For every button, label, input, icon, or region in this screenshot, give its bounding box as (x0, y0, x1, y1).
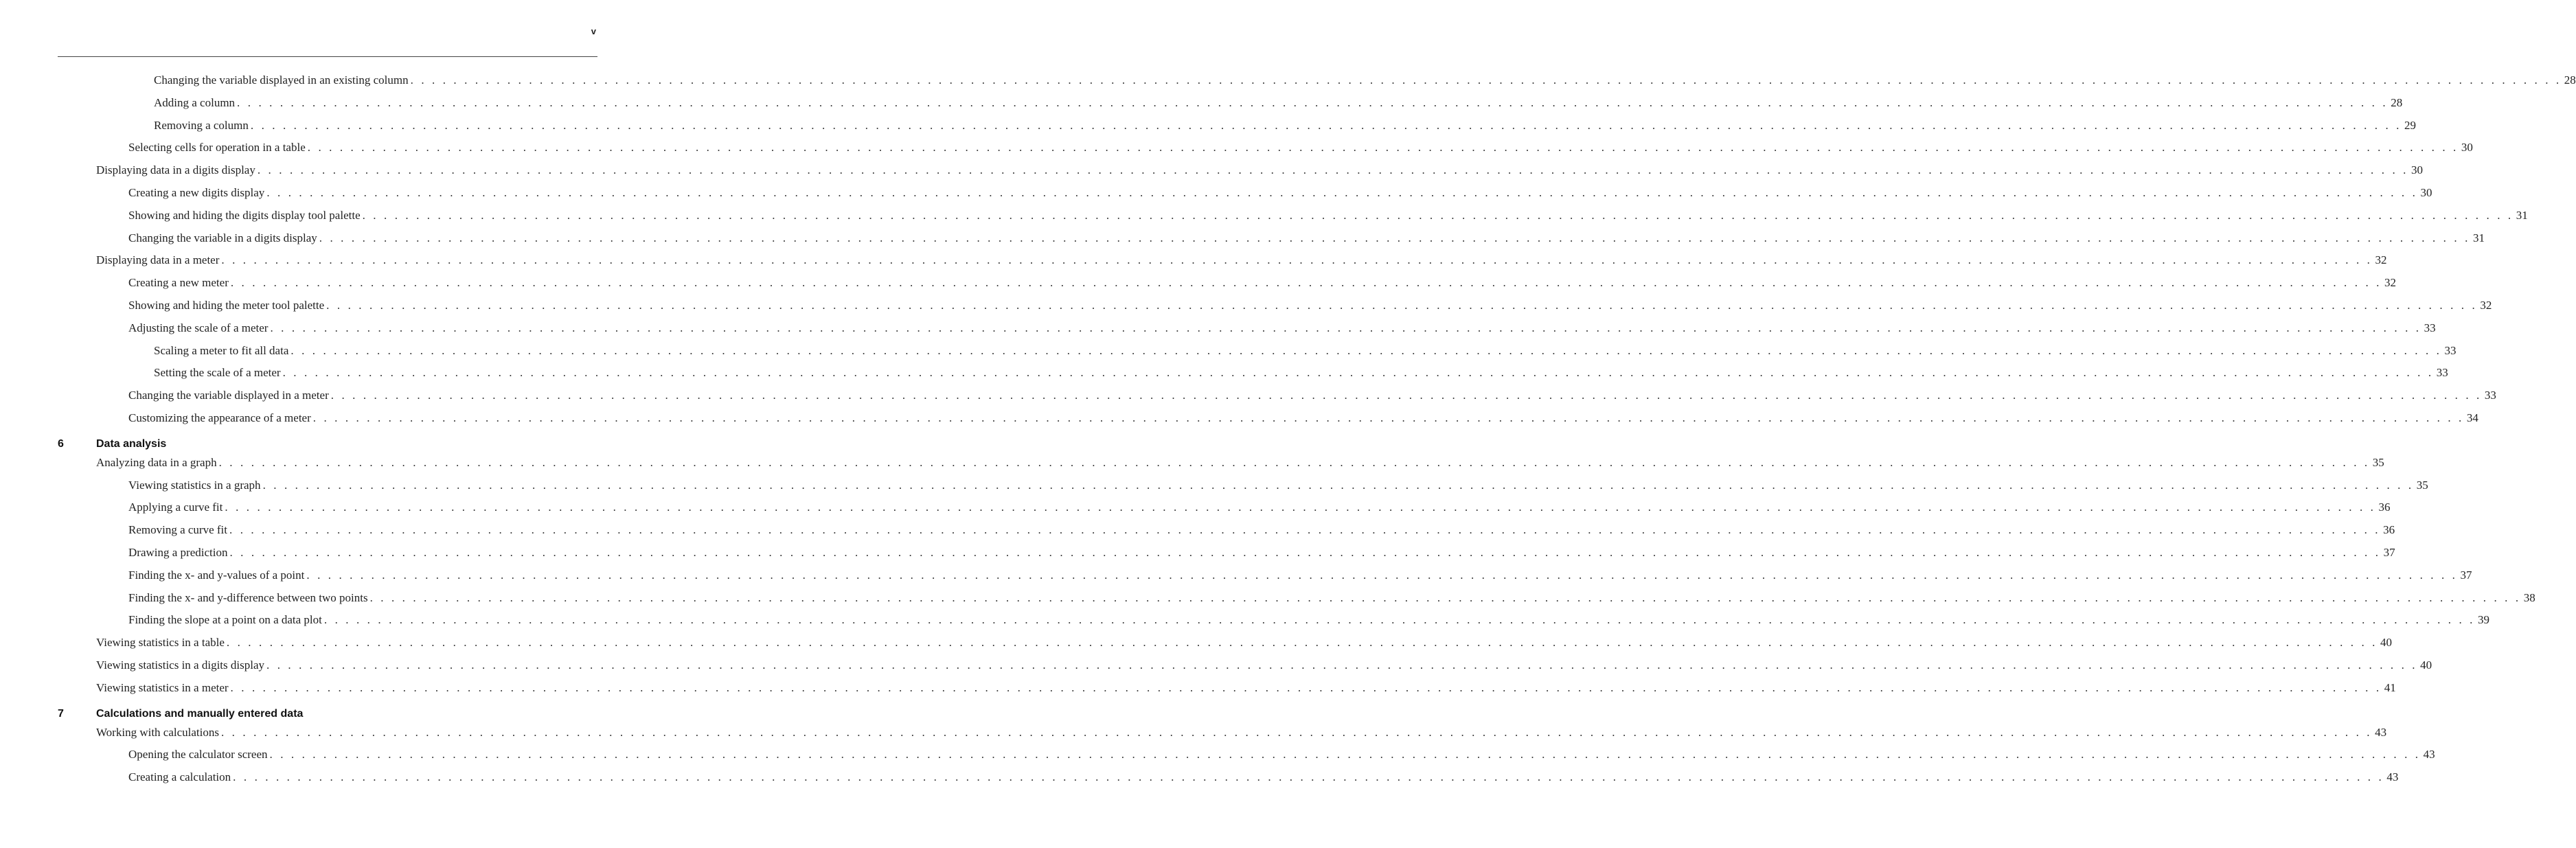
dot-leader: . . . . . . . . . . . . . . . . . . . . . . . . . . . . . . . . . . . . . . . . . . . . . . . . . . . . . . . . . . . . . . . . . . . . . . . . . . . . . . . . . . . . . . . . . . . . . . . . . . . . . . . . . . . . . . . . . . . . . . . . . . . . . . . . . . . . . . . . . . . . . . . . . . . . . . . . . . . . . . . . . . . . . . . . . . . . . . . . . . . . . . . . . . . . . . . . . . . . . . . . (306, 568, 2458, 582)
dot-leader: . . . . . . . . . . . . . . . . . . . . . . . . . . . . . . . . . . . . . . . . . . . . . . . . . . . . . . . . . . . . . . . . . . . . . . . . . . . . . . . . . . . . . . . . . . . . . . . . . . . . . . . . . . . . . . . . . . . . . . . . . . . . . . . . . . . . . . . . . . . . . . . . . . . . . . . . . . . . . . . . . . . . . . . . . . . . . . . . . . . . . . . . . . . . . . . . . . . . . . . . (229, 523, 2381, 537)
toc-entry[interactable] (58, 452, 2384, 474)
toc-entry-page: 30 (2411, 163, 2423, 177)
toc-entry-title: Applying a curve fit (128, 501, 223, 514)
chapter-heading (58, 707, 597, 722)
toc-entry-page: 34 (2466, 411, 2478, 424)
toc-entry[interactable] (58, 542, 2395, 564)
toc-entry[interactable] (58, 205, 2528, 227)
dot-leader: . . . . . . . . . . . . . . . . . . . . . . . . . . . . . . . . . . . . . . . . . . . . . . . . . . . . . . . . . . . . . . . . . . . . . . . . . . . . . . . . . . . . . . . . . . . . . . . . . . . . . . . . . . . . . . . . . . . . . . . . . . . . . . . . . . . . . . . . . . . . . . . . . . . . . . . . . . . . . . . . . . . . . . . . . . . . . . . . . . . . . . . . . . . . . . . . . . . . . . . . (230, 276, 2382, 290)
dot-leader: . . . . . . . . . . . . . . . . . . . . . . . . . . . . . . . . . . . . . . . . . . . . . . . . . . . . . . . . . . . . . . . . . . . . . . . . . . . . . . . . . . . . . . . . . . . . . . . . . . . . . . . . . . . . . . . . . . . . . . . . . . . . . . . . . . . . . . . . . . . . . . . . . . . . . . . . . . . . . . . . . . . . . . . . . . . . . . . . . . . . . . . . . . . . . . . . . . . . . . . . (233, 770, 2384, 784)
dot-leader: . . . . . . . . . . . . . . . . . . . . . . . . . . . . . . . . . . . . . . . . . . . . . . . . . . . . . . . . . . . . . . . . . . . . . . . . . . . . . . . . . . . . . . . . . . . . . . . . . . . . . . . . . . . . . . . . . . . . . . . . . . . . . . . . . . . . . . . . . . . . . . . . . . . . . . . . . . . . . . . . . . . . . . . . . . . . . . . . . . . . . . . . . . . . . . . . . . . . . . . . (257, 163, 2408, 177)
toc-entry-title: Adjusting the scale of a meter (128, 321, 269, 334)
toc-entry-page: 43 (2375, 725, 2387, 739)
toc-entry-page: 31 (2472, 231, 2485, 244)
table-of-contents (58, 69, 2576, 789)
toc-entry[interactable] (58, 159, 2423, 182)
header-rule (58, 56, 597, 57)
toc-entry-page: 33 (2436, 366, 2448, 380)
dot-leader: . . . . . . . . . . . . . . . . . . . . . . . . . . . . . . . . . . . . . . . . . . . . . . . . . . . . . . . . . . . . . . . . . . . . . . . . . . . . . . . . . . . . . . . . . . . . . . . . . . . . . . . . . . . . . . . . . . . . . . . . . . . . . . . . . . . . . . . . . . . . . . . . . . . . . . . . . . . . . . . . . . . . . . . . . . . . . . . . . . . . . . . . . . . . . . . . . . . . . . . . (229, 545, 2381, 559)
toc-entry[interactable] (58, 722, 2387, 744)
toc-entry-page: 32 (2375, 253, 2387, 267)
dot-leader: . . . . . . . . . . . . . . . . . . . . . . . . . . . . . . . . . . . . . . . . . . . . . . . . . . . . . . . . . . . . . . . . . . . . . . . . . . . . . . . . . . . . . . . . . . . . . . . . . . . . . . . . . . . . . . . . . . . . . . . . . . . . . . . . . . . . . . . . . . . . . . . . . . . . . . . . . . . . . . . . . . . . . . . . . . . . . . . . . . . . . . . . . . . . . . . . . . . . . . . . (369, 591, 2521, 604)
toc-entry[interactable] (58, 227, 2485, 250)
toc-entry-title: Finding the x- and y-values of a point (128, 568, 305, 582)
dot-leader: . . . . . . . . . . . . . . . . . . . . . . . . . . . . . . . . . . . . . . . . . . . . . . . . . . . . . . . . . . . . . . . . . . . . . . . . . . . . . . . . . . . . . . . . . . . . . . . . . . . . . . . . . . . . . . . . . . . . . . . . . . . . . . . . . . . . . . . . . . . . . . . . . . . . . . . . . . . . . . . . . . . . . . . . . . . . . . . . . . . . . . . . . . . . . . . . . . . . . . . . (266, 185, 2418, 199)
toc-entry[interactable] (58, 340, 2457, 363)
dot-leader: . . . . . . . . . . . . . . . . . . . . . . . . . . . . . . . . . . . . . . . . . . . . . . . . . . . . . . . . . . . . . . . . . . . . . . . . . . . . . . . . . . . . . . . . . . . . . . . . . . . . . . . . . . . . . . . . . . . . . . . . . . . . . . . . . . . . . . . . . . . . . . . . . . . . . . . . . . . . . . . . . . . . . . . . . . . . . . . . . . . . . . . . . . . . . . . . . . . . . . . . (218, 455, 2370, 469)
toc-entry[interactable] (58, 115, 2417, 137)
toc-entry-title: Customizing the appearance of a meter (128, 411, 311, 424)
chapter-title: Data analysis (96, 437, 167, 450)
toc-entry[interactable] (58, 317, 2436, 340)
toc-entry-page: 28 (2391, 95, 2403, 109)
toc-entry-title: Selecting cells for operation in a table (128, 141, 306, 154)
toc-entry-title: Creating a new meter (128, 276, 229, 290)
dot-leader: . . . . . . . . . . . . . . . . . . . . . . . . . . . . . . . . . . . . . . . . . . . . . . . . . . . . . . . . . . . . . . . . . . . . . . . . . . . . . . . . . . . . . . . . . . . . . . . . . . . . . . . . . . . . . . . . . . . . . . . . . . . . . . . . . . . . . . . . . . . . . . . . . . . . . . . . . . . . . . . . . . . . . . . . . . . . . . . . . . . . . . . . . . . . . . . . . . . . . . . . (330, 389, 2482, 402)
toc-entry[interactable] (58, 632, 2393, 654)
toc-entry-title: Viewing statistics in a graph (128, 478, 261, 492)
dot-leader: . . . . . . . . . . . . . . . . . . . . . . . . . . . . . . . . . . . . . . . . . . . . . . . . . . . . . . . . . . . . . . . . . . . . . . . . . . . . . . . . . . . . . . . . . . . . . . . . . . . . . . . . . . . . . . . . . . . . . . . . . . . . . . . . . . . . . . . . . . . . . . . . . . . . . . . . . . . . . . . . . . . . . . . . . . . . . . . . . . . . . . . . . . . . . . . . . . . . . . . . (307, 141, 2459, 154)
toc-entry[interactable] (58, 295, 2492, 317)
toc-entry[interactable] (58, 362, 2448, 385)
toc-entry[interactable] (58, 496, 2391, 519)
toc-entry-title: Removing a column (154, 118, 249, 132)
toc-entry-page: 40 (2380, 636, 2393, 650)
toc-entry[interactable] (58, 519, 2395, 542)
toc-entry-page: 39 (2478, 613, 2490, 627)
dot-leader: . . . . . . . . . . . . . . . . . . . . . . . . . . . . . . . . . . . . . . . . . . . . . . . . . . . . . . . . . . . . . . . . . . . . . . . . . . . . . . . . . . . . . . . . . . . . . . . . . . . . . . . . . . . . . . . . . . . . . . . . . . . . . . . . . . . . . . . . . . . . . . . . . . . . . . . . . . . . . . . . . . . . . . . . . . . . . . . . . . . . . . . . . . . . . . . . . . . . . . . . (362, 208, 2514, 222)
chapter-heading (58, 437, 597, 452)
page-number: v (591, 26, 596, 36)
toc-entry-title: Creating a new digits display (128, 185, 265, 199)
toc-entry-page: 35 (2372, 455, 2384, 469)
toc-entry-page: 37 (2460, 568, 2472, 582)
dot-leader: . . . . . . . . . . . . . . . . . . . . . . . . . . . . . . . . . . . . . . . . . . . . . . . . . . . . . . . . . . . . . . . . . . . . . . . . . . . . . . . . . . . . . . . . . . . . . . . . . . . . . . . . . . . . . . . . . . . . . . . . . . . . . . . . . . . . . . . . . . . . . . . . . . . . . . . . . . . . . . . . . . . . . . . . . . . . . . . . . . . . . . . . . . . . . . . . . . . . . . . . (410, 73, 2562, 87)
toc-entry-title: Drawing a prediction (128, 545, 228, 559)
toc-entry-page: 36 (2383, 523, 2395, 537)
dot-leader: . . . . . . . . . . . . . . . . . . . . . . . . . . . . . . . . . . . . . . . . . . . . . . . . . . . . . . . . . . . . . . . . . . . . . . . . . . . . . . . . . . . . . . . . . . . . . . . . . . . . . . . . . . . . . . . . . . . . . . . . . . . . . . . . . . . . . . . . . . . . . . . . . . . . . . . . . . . . . . . . . . . . . . . . . . . . . . . . . . . . . . . . . . . . . . . . . . . . . . . . (326, 298, 2478, 312)
toc-entry-title: Removing a curve fit (128, 523, 227, 537)
toc-entry[interactable] (58, 249, 2387, 272)
dot-leader: . . . . . . . . . . . . . . . . . . . . . . . . . . . . . . . . . . . . . . . . . . . . . . . . . . . . . . . . . . . . . . . . . . . . . . . . . . . . . . . . . . . . . . . . . . . . . . . . . . . . . . . . . . . . . . . . . . . . . . . . . . . . . . . . . . . . . . . . . . . . . . . . . . . . . . . . . . . . . . . . . . . . . . . . . . . . . . . . . . . . . . . . . . . . . . . . . . . . . . . . (225, 501, 2376, 514)
dot-leader: . . . . . . . . . . . . . . . . . . . . . . . . . . . . . . . . . . . . . . . . . . . . . . . . . . . . . . . . . . . . . . . . . . . . . . . . . . . . . . . . . . . . . . . . . . . . . . . . . . . . . . . . . . . . . . . . . . . . . . . . . . . . . . . . . . . . . . . . . . . . . . . . . . . . . . . . . . . . . . . . . . . . . . . . . . . . . . . . . . . . . . . . . . . . . . . . . . . . . . . . (250, 118, 2402, 132)
toc-entry-page: 36 (2378, 501, 2391, 514)
toc-entry-page: 30 (2420, 185, 2432, 199)
toc-entry-page: 43 (2423, 748, 2435, 761)
toc-entry-title: Setting the scale of a meter (154, 366, 281, 380)
toc-entry-title: Displaying data in a meter (96, 253, 220, 267)
toc-entry-page: 37 (2383, 545, 2395, 559)
toc-entry-page: 33 (2444, 343, 2457, 357)
toc-entry-page: 43 (2386, 770, 2399, 784)
toc-entry-title: Changing the variable displayed in a meter (128, 389, 329, 402)
dot-leader: . . . . . . . . . . . . . . . . . . . . . . . . . . . . . . . . . . . . . . . . . . . . . . . . . . . . . . . . . . . . . . . . . . . . . . . . . . . . . . . . . . . . . . . . . . . . . . . . . . . . . . . . . . . . . . . . . . . . . . . . . . . . . . . . . . . . . . . . . . . . . . . . . . . . . . . . . . . . . . . . . . . . . . . . . . . . . . . . . . . . . . . . . . . . . . . . . . . . . . . . (270, 321, 2421, 334)
toc-entry-title: Displaying data in a digits display (96, 163, 255, 177)
toc-entry-title: Finding the x- and y-difference between two points (128, 591, 368, 604)
dot-leader: . . . . . . . . . . . . . . . . . . . . . . . . . . . . . . . . . . . . . . . . . . . . . . . . . . . . . . . . . . . . . . . . . . . . . . . . . . . . . . . . . . . . . . . . . . . . . . . . . . . . . . . . . . . . . . . . . . . . . . . . . . . . . . . . . . . . . . . . . . . . . . . . . . . . . . . . . . . . . . . . . . . . . . . . . . . . . . . . . . . . . . . . . . . . . . . . . . . . . . . . (323, 613, 2476, 627)
toc-entry-title: Changing the variable displayed in an existing column (154, 73, 409, 87)
toc-entry[interactable] (58, 609, 2490, 632)
toc-entry[interactable] (58, 182, 2432, 205)
toc-entry-page: 40 (2420, 658, 2432, 672)
toc-entry[interactable] (58, 587, 2535, 610)
toc-entry[interactable] (58, 272, 2397, 295)
toc-entry-title: Changing the variable in a digits display (128, 231, 317, 244)
toc-entry-page: 35 (2416, 478, 2428, 492)
toc-entry-title: Adding a column (154, 95, 236, 109)
toc-entry-title: Working with calculations (96, 725, 219, 739)
toc-entry[interactable] (58, 69, 2576, 92)
toc-entry[interactable] (58, 407, 2478, 430)
toc-entry-title: Viewing statistics in a digits display (96, 658, 264, 672)
toc-entry-page: 38 (2523, 591, 2535, 604)
toc-entry-page: 29 (2404, 118, 2417, 132)
dot-leader: . . . . . . . . . . . . . . . . . . . . . . . . . . . . . . . . . . . . . . . . . . . . . . . . . . . . . . . . . . . . . . . . . . . . . . . . . . . . . . . . . . . . . . . . . . . . . . . . . . . . . . . . . . . . . . . . . . . . . . . . . . . . . . . . . . . . . . . . . . . . . . . . . . . . . . . . . . . . . . . . . . . . . . . . . . . . . . . . . . . . . . . . . . . . . . . . . . . . . . . . (290, 343, 2442, 357)
dot-leader: . . . . . . . . . . . . . . . . . . . . . . . . . . . . . . . . . . . . . . . . . . . . . . . . . . . . . . . . . . . . . . . . . . . . . . . . . . . . . . . . . . . . . . . . . . . . . . . . . . . . . . . . . . . . . . . . . . . . . . . . . . . . . . . . . . . . . . . . . . . . . . . . . . . . . . . . . . . . . . . . . . . . . . . . . . . . . . . . . . . . . . . . . . . . . . . . . . . . . . . . (230, 680, 2382, 694)
dot-leader: . . . . . . . . . . . . . . . . . . . . . . . . . . . . . . . . . . . . . . . . . . . . . . . . . . . . . . . . . . . . . . . . . . . . . . . . . . . . . . . . . . . . . . . . . . . . . . . . . . . . . . . . . . . . . . . . . . . . . . . . . . . . . . . . . . . . . . . . . . . . . . . . . . . . . . . . . . . . . . . . . . . . . . . . . . . . . . . . . . . . . . . . . . . . . . . . . . . . . . . . (220, 725, 2373, 739)
toc-entry-page: 28 (2564, 73, 2576, 87)
toc-entry[interactable] (58, 677, 2396, 700)
toc-entry[interactable] (58, 385, 2496, 407)
chapter-title: Calculations and manually entered data (96, 707, 304, 720)
toc-entry-title: Scaling a meter to fit all data (154, 343, 289, 357)
toc-entry[interactable] (58, 654, 2432, 677)
toc-entry-page: 33 (2484, 389, 2496, 402)
toc-entry-page: 31 (2516, 208, 2528, 222)
toc-entry-title: Opening the calculator screen (128, 748, 268, 761)
dot-leader: . . . . . . . . . . . . . . . . . . . . . . . . . . . . . . . . . . . . . . . . . . . . . . . . . . . . . . . . . . . . . . . . . . . . . . . . . . . . . . . . . . . . . . . . . . . . . . . . . . . . . . . . . . . . . . . . . . . . . . . . . . . . . . . . . . . . . . . . . . . . . . . . . . . . . . . . . . . . . . . . . . . . . . . . . . . . . . . . . . . . . . . . . . . . . . . . . . . . . . . . (312, 411, 2464, 424)
dot-leader: . . . . . . . . . . . . . . . . . . . . . . . . . . . . . . . . . . . . . . . . . . . . . . . . . . . . . . . . . . . . . . . . . . . . . . . . . . . . . . . . . . . . . . . . . . . . . . . . . . . . . . . . . . . . . . . . . . . . . . . . . . . . . . . . . . . . . . . . . . . . . . . . . . . . . . . . . . . . . . . . . . . . . . . . . . . . . . . . . . . . . . . . . . . . . . . . . . . . . . . . (319, 231, 2470, 244)
toc-entry-page: 41 (2384, 680, 2396, 694)
dot-leader: . . . . . . . . . . . . . . . . . . . . . . . . . . . . . . . . . . . . . . . . . . . . . . . . . . . . . . . . . . . . . . . . . . . . . . . . . . . . . . . . . . . . . . . . . . . . . . . . . . . . . . . . . . . . . . . . . . . . . . . . . . . . . . . . . . . . . . . . . . . . . . . . . . . . . . . . . . . . . . . . . . . . . . . . . . . . . . . . . . . . . . . . . . . . . . . . . . . . . . . . (262, 478, 2414, 492)
toc-entry[interactable] (58, 474, 2428, 497)
toc-entry-title: Viewing statistics in a meter (96, 680, 229, 694)
toc-entry-title: Showing and hiding the meter tool palette (128, 298, 325, 312)
dot-leader: . . . . . . . . . . . . . . . . . . . . . . . . . . . . . . . . . . . . . . . . . . . . . . . . . . . . . . . . . . . . . . . . . . . . . . . . . . . . . . . . . . . . . . . . . . . . . . . . . . . . . . . . . . . . . . . . . . . . . . . . . . . . . . . . . . . . . . . . . . . . . . . . . . . . . . . . . . . . . . . . . . . . . . . . . . . . . . . . . . . . . . . . . . . . . . . . . . . . . . . . (221, 253, 2373, 267)
toc-entry[interactable] (58, 564, 2472, 587)
toc-entry-page: 32 (2480, 298, 2492, 312)
toc-entry[interactable] (58, 92, 2403, 115)
toc-entry[interactable] (58, 766, 2399, 789)
chapter-number: 7 (58, 707, 64, 720)
dot-leader: . . . . . . . . . . . . . . . . . . . . . . . . . . . . . . . . . . . . . . . . . . . . . . . . . . . . . . . . . . . . . . . . . . . . . . . . . . . . . . . . . . . . . . . . . . . . . . . . . . . . . . . . . . . . . . . . . . . . . . . . . . . . . . . . . . . . . . . . . . . . . . . . . . . . . . . . . . . . . . . . . . . . . . . . . . . . . . . . . . . . . . . . . . . . . . . . . . . . . . . . (282, 366, 2434, 380)
toc-entry-page: 30 (2461, 141, 2473, 154)
toc-entry[interactable] (58, 137, 2473, 159)
toc-entry-page: 33 (2424, 321, 2436, 334)
toc-entry-title: Viewing statistics in a table (96, 636, 225, 650)
toc-entry-title: Finding the slope at a point on a data plot (128, 613, 322, 627)
toc-entry[interactable] (58, 744, 2435, 766)
dot-leader: . . . . . . . . . . . . . . . . . . . . . . . . . . . . . . . . . . . . . . . . . . . . . . . . . . . . . . . . . . . . . . . . . . . . . . . . . . . . . . . . . . . . . . . . . . . . . . . . . . . . . . . . . . . . . . . . . . . . . . . . . . . . . . . . . . . . . . . . . . . . . . . . . . . . . . . . . . . . . . . . . . . . . . . . . . . . . . . . . . . . . . . . . . . . . . . . . . . . . . . . (237, 95, 2389, 109)
toc-entry-title: Showing and hiding the digits display tool palette (128, 208, 361, 222)
toc-entry-page: 32 (2384, 276, 2397, 290)
toc-entry-title: Creating a calculation (128, 770, 231, 784)
dot-leader: . . . . . . . . . . . . . . . . . . . . . . . . . . . . . . . . . . . . . . . . . . . . . . . . . . . . . . . . . . . . . . . . . . . . . . . . . . . . . . . . . . . . . . . . . . . . . . . . . . . . . . . . . . . . . . . . . . . . . . . . . . . . . . . . . . . . . . . . . . . . . . . . . . . . . . . . . . . . . . . . . . . . . . . . . . . . . . . . . . . . . . . . . . . . . . . . . . . . . . . . (266, 658, 2418, 672)
dot-leader: . . . . . . . . . . . . . . . . . . . . . . . . . . . . . . . . . . . . . . . . . . . . . . . . . . . . . . . . . . . . . . . . . . . . . . . . . . . . . . . . . . . . . . . . . . . . . . . . . . . . . . . . . . . . . . . . . . . . . . . . . . . . . . . . . . . . . . . . . . . . . . . . . . . . . . . . . . . . . . . . . . . . . . . . . . . . . . . . . . . . . . . . . . . . . . . . . . . . . . . . (269, 748, 2421, 761)
chapter-number: 6 (58, 437, 64, 450)
dot-leader: . . . . . . . . . . . . . . . . . . . . . . . . . . . . . . . . . . . . . . . . . . . . . . . . . . . . . . . . . . . . . . . . . . . . . . . . . . . . . . . . . . . . . . . . . . . . . . . . . . . . . . . . . . . . . . . . . . . . . . . . . . . . . . . . . . . . . . . . . . . . . . . . . . . . . . . . . . . . . . . . . . . . . . . . . . . . . . . . . . . . . . . . . . . . . . . . . . . . . . . . (226, 636, 2378, 650)
toc-entry-title: Analyzing data in a graph (96, 455, 217, 469)
